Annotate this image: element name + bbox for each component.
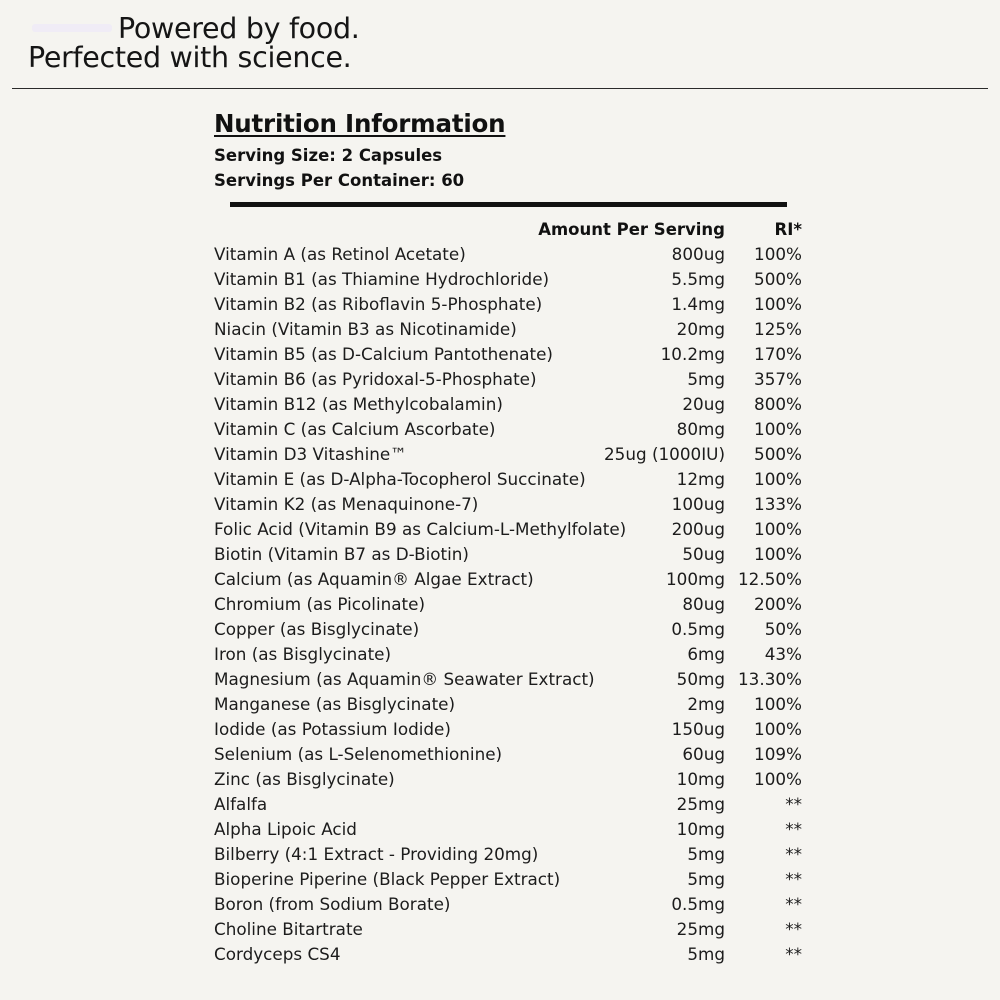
table-row <box>214 592 804 617</box>
nutrient-name: Vitamin B1 (as Thiamine Hydrochloride) <box>214 269 550 289</box>
table-row <box>214 617 804 642</box>
serving-size: Serving Size: 2 Capsules <box>214 146 443 165</box>
table-row <box>214 367 804 392</box>
nutrient-ri: 170% <box>754 344 802 364</box>
nutrient-name: Manganese (as Bisglycinate) <box>214 694 456 714</box>
table-row <box>214 667 804 692</box>
table-row <box>214 542 804 567</box>
nutrient-amount: 6mg <box>687 644 725 664</box>
nutrient-name: Zinc (as Bisglycinate) <box>214 769 395 789</box>
table-row <box>214 917 804 942</box>
nutrient-amount: 5.5mg <box>671 269 725 289</box>
nutrient-amount: 25ug (1000IU) <box>603 444 725 464</box>
tagline-line-2: Perfected with science. <box>28 41 352 74</box>
nutrient-name: Choline Bitartrate <box>214 919 363 939</box>
table-row <box>214 417 804 442</box>
table-row <box>214 517 804 542</box>
nutrient-name: Vitamin B6 (as Pyridoxal-5-Phosphate) <box>214 369 537 389</box>
nutrient-ri: 43% <box>764 644 802 664</box>
nutrient-ri: ** <box>785 894 802 914</box>
nutrient-amount: 200ug <box>671 519 725 539</box>
table-row <box>214 392 804 417</box>
column-header-amount: Amount Per Serving <box>538 220 725 239</box>
table-header-row <box>214 217 804 242</box>
nutrient-amount: 50mg <box>676 669 725 689</box>
nutrient-amount: 5mg <box>687 369 725 389</box>
nutrient-amount: 150ug <box>671 719 725 739</box>
nutrient-ri: 100% <box>754 419 802 439</box>
nutrient-ri: ** <box>785 869 802 889</box>
table-row <box>214 692 804 717</box>
table-row <box>214 792 804 817</box>
nutrient-amount: 5mg <box>687 869 725 889</box>
header-divider <box>12 88 988 89</box>
table-divider <box>230 202 787 207</box>
panel-title: Nutrition Information <box>214 109 506 138</box>
table-row <box>214 742 804 767</box>
table-row <box>214 867 804 892</box>
table-row <box>214 642 804 667</box>
nutrient-ri: 100% <box>754 244 802 264</box>
nutrient-name: Alpha Lipoic Acid <box>214 819 357 839</box>
nutrient-name: Niacin (Vitamin B3 as Nicotinamide) <box>214 319 517 339</box>
nutrient-amount: 10mg <box>676 769 725 789</box>
nutrient-ri: 100% <box>754 469 802 489</box>
table-row <box>214 317 804 342</box>
nutrient-amount: 100ug <box>671 494 725 514</box>
nutrition-table <box>214 217 804 967</box>
nutrient-name: Vitamin A (as Retinol Acetate) <box>214 244 466 264</box>
nutrient-amount: 20ug <box>682 394 725 414</box>
nutrient-ri: ** <box>785 844 802 864</box>
table-row <box>214 842 804 867</box>
nutrient-name: Iron (as Bisglycinate) <box>214 644 392 664</box>
nutrient-amount: 12mg <box>676 469 725 489</box>
nutrient-name: Iodide (as Potassium Iodide) <box>214 719 451 739</box>
nutrient-name: Vitamin B12 (as Methylcobalamin) <box>214 394 503 414</box>
table-row <box>214 767 804 792</box>
nutrient-name: Folic Acid (Vitamin B9 as Calcium-L-Methylfolate) <box>214 519 627 539</box>
nutrient-ri: 109% <box>754 744 802 764</box>
table-row <box>214 817 804 842</box>
table-row <box>214 267 804 292</box>
nutrient-name: Boron (from Sodium Borate) <box>214 894 451 914</box>
nutrient-amount: 1.4mg <box>671 294 725 314</box>
nutrient-ri: 125% <box>754 319 802 339</box>
nutrient-amount: 80ug <box>682 594 725 614</box>
nutrient-name: Vitamin D3 Vitashine™ <box>214 444 407 464</box>
nutrient-ri: ** <box>785 919 802 939</box>
tagline-line-1-text: Powered by food. <box>118 12 360 45</box>
nutrient-ri: 50% <box>764 619 802 639</box>
nutrient-ri: 100% <box>754 769 802 789</box>
table-row <box>214 892 804 917</box>
nutrient-ri: 357% <box>754 369 802 389</box>
nutrient-name: Copper (as Bisglycinate) <box>214 619 420 639</box>
nutrient-amount: 0.5mg <box>671 894 725 914</box>
nutrient-ri: 800% <box>754 394 802 414</box>
nutrient-name: Vitamin B5 (as D-Calcium Pantothenate) <box>214 344 553 364</box>
table-row <box>214 492 804 517</box>
nutrient-ri: 200% <box>754 594 802 614</box>
nutrient-name: Biotin (Vitamin B7 as D-Biotin) <box>214 544 469 564</box>
nutrient-name: Vitamin K2 (as Menaquinone-7) <box>214 494 479 514</box>
nutrient-amount: 25mg <box>676 919 725 939</box>
table-row <box>214 242 804 267</box>
nutrient-name: Magnesium (as Aquamin® Seawater Extract) <box>214 669 595 689</box>
nutrient-ri: 133% <box>754 494 802 514</box>
nutrient-amount: 100mg <box>665 569 725 589</box>
nutrient-name: Vitamin C (as Calcium Ascorbate) <box>214 419 496 439</box>
nutrient-amount: 0.5mg <box>671 619 725 639</box>
nutrient-name: Chromium (as Picolinate) <box>214 594 425 614</box>
nutrient-ri: ** <box>785 944 802 964</box>
nutrient-ri: 500% <box>754 444 802 464</box>
nutrient-amount: 5mg <box>687 944 725 964</box>
nutrient-name: Vitamin E (as D-Alpha-Tocopherol Succinate) <box>214 469 586 489</box>
nutrient-ri: 100% <box>754 544 802 564</box>
nutrient-ri: 100% <box>754 719 802 739</box>
column-header-ri: RI* <box>774 220 802 239</box>
table-row <box>214 717 804 742</box>
tagline-smudge-decoration <box>32 24 112 32</box>
nutrient-name: Cordyceps CS4 <box>214 944 341 964</box>
nutrient-name: Bioperine Piperine (Black Pepper Extract) <box>214 869 561 889</box>
table-row <box>214 342 804 367</box>
nutrient-amount: 25mg <box>676 794 725 814</box>
tagline <box>28 14 360 72</box>
nutrient-ri: 100% <box>754 694 802 714</box>
table-body <box>214 242 804 967</box>
nutrient-ri: 13.30% <box>738 669 802 689</box>
nutrient-amount: 5mg <box>687 844 725 864</box>
nutrition-panel <box>214 108 814 193</box>
nutrient-amount: 10mg <box>676 819 725 839</box>
nutrient-name: Alfalfa <box>214 794 268 814</box>
nutrient-ri: 500% <box>754 269 802 289</box>
servings-per-container: Servings Per Container: 60 <box>214 171 465 190</box>
nutrient-ri: 100% <box>754 294 802 314</box>
nutrient-ri: ** <box>785 819 802 839</box>
nutrient-amount: 800ug <box>671 244 725 264</box>
nutrient-amount: 2mg <box>687 694 725 714</box>
nutrient-ri: ** <box>785 794 802 814</box>
tagline-line-1 <box>28 14 360 43</box>
nutrient-name: Bilberry (4:1 Extract - Providing 20mg) <box>214 844 539 864</box>
nutrient-amount: 60ug <box>682 744 725 764</box>
table-row <box>214 567 804 592</box>
table-row <box>214 442 804 467</box>
table-row <box>214 292 804 317</box>
nutrient-amount: 80mg <box>676 419 725 439</box>
nutrient-amount: 10.2mg <box>660 344 725 364</box>
table-row <box>214 942 804 967</box>
nutrient-ri: 100% <box>754 519 802 539</box>
table-row <box>214 467 804 492</box>
nutrient-name: Vitamin B2 (as Riboflavin 5-Phosphate) <box>214 294 543 314</box>
nutrient-name: Calcium (as Aquamin® Algae Extract) <box>214 569 534 589</box>
nutrient-amount: 20mg <box>676 319 725 339</box>
nutrient-amount: 50ug <box>682 544 725 564</box>
nutrient-name: Selenium (as L-Selenomethionine) <box>214 744 503 764</box>
nutrient-ri: 12.50% <box>738 569 802 589</box>
